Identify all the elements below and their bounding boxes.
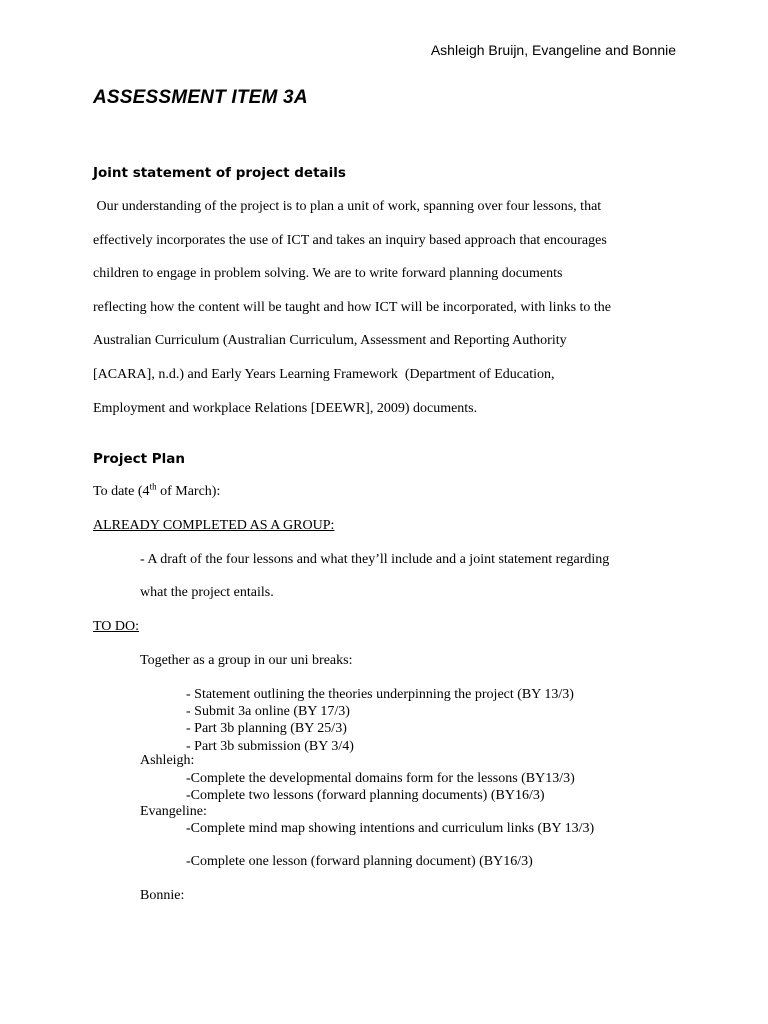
completed-heading: ALREADY COMPLETED AS A GROUP:: [93, 518, 335, 533]
list-item: -Complete two lessons (forward planning documents) (BY16/3): [186, 788, 545, 804]
paragraph-line: reflecting how the content will be taught and how ICT will be incorporated, with links to the: [93, 300, 612, 315]
paragraph-line: effectively incorporates the use of ICT and takes an inquiry based approach that encourages: [93, 233, 607, 248]
to-date-prefix: To date (4: [93, 484, 150, 499]
group-task-list: [186, 686, 574, 755]
evangeline-label: Evangeline:: [140, 804, 207, 819]
list-item: - Statement outlining the theories underpinning the project (BY 13/3): [186, 687, 574, 702]
paragraph-line: Australian Curriculum (Australian Curriculum, Assessment and Reporting Authority: [93, 333, 567, 348]
paragraph-line: [ACARA], n.d.) and Early Years Learning Framework (Department of Education,: [93, 367, 555, 382]
to-date-line: [93, 481, 221, 500]
evangeline-task: -Complete one lesson (forward planning document) (BY16/3): [186, 854, 533, 869]
paragraph-line: children to engage in problem solving. We are to write forward planning documents: [93, 266, 563, 281]
list-item: - Submit 3a online (BY 17/3): [186, 704, 350, 720]
list-item: - Part 3b planning (BY 25/3): [186, 721, 347, 737]
todo-heading: TO DO:: [93, 619, 140, 634]
bonnie-label: Bonnie:: [140, 888, 185, 903]
completed-item-line: - A draft of the four lessons and what they’ll include and a joint statement regarding: [140, 552, 610, 567]
header-author-names: Ashleigh Bruijn, Evangeline and Bonnie: [430, 42, 676, 58]
completed-item-line: what the project entails.: [140, 585, 274, 600]
ashleigh-task-list: [186, 770, 575, 804]
joint-statement-heading: Joint statement of project details: [93, 165, 346, 181]
document-title: ASSESSMENT ITEM 3A: [93, 87, 308, 108]
evangeline-task: -Complete mind map showing intentions and curriculum links (BY 13/3): [186, 821, 595, 836]
group-intro: Together as a group in our uni breaks:: [140, 653, 353, 668]
paragraph-line: Our understanding of the project is to plan a unit of work, spanning over four lessons, that: [93, 199, 602, 214]
paragraph-line: Employment and workplace Relations [DEEWR], 2009) documents.: [93, 401, 478, 416]
list-item: -Complete the developmental domains form for the lessons (BY13/3): [186, 771, 575, 786]
project-plan-heading: Project Plan: [93, 451, 186, 467]
to-date-suffix: of March):: [156, 484, 221, 499]
list-item: - Part 3b submission (BY 3/4): [186, 738, 354, 754]
to-date-superscript: th: [149, 481, 157, 492]
ashleigh-label: Ashleigh:: [140, 753, 195, 768]
